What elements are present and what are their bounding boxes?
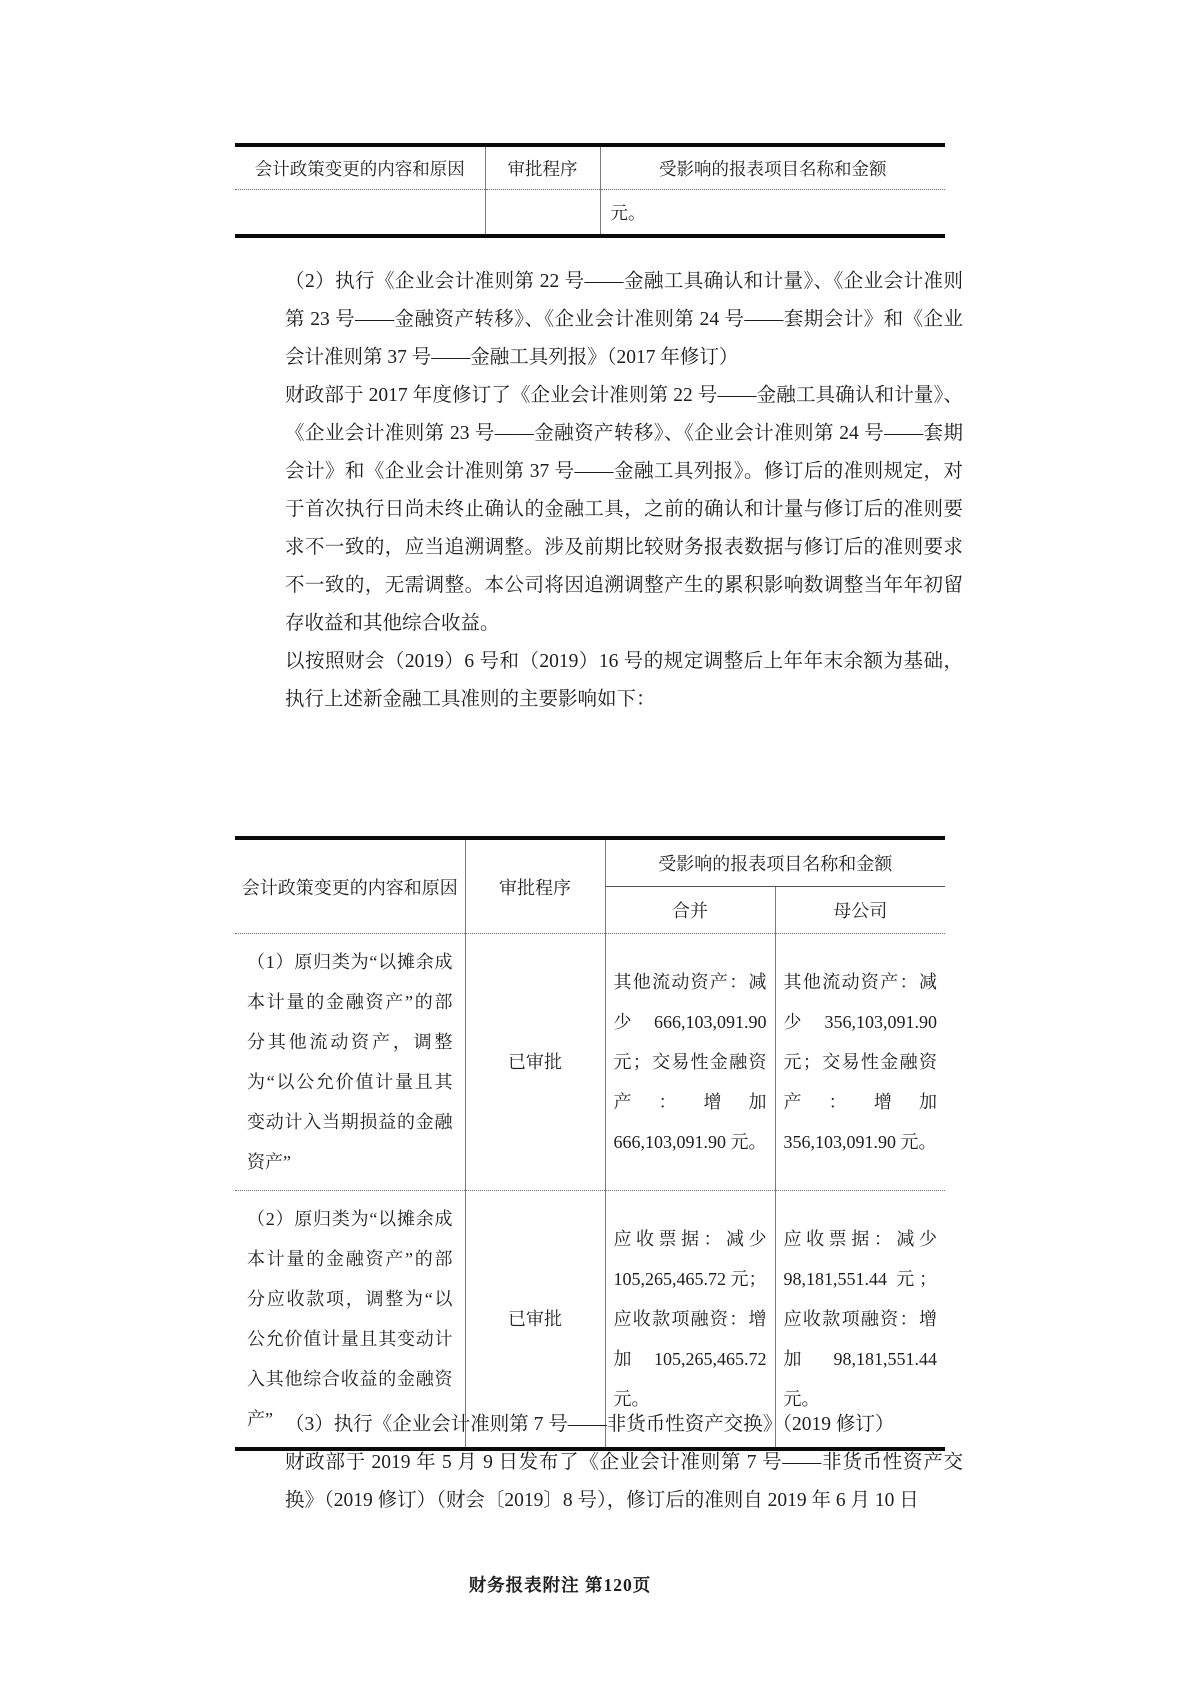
row2-content: （2）原归类为“以摊余成本计量的金融资产”的部分应收款项，调整为“以公允价值计量且其变动计入其他综合收益的金融资产” xyxy=(247,1209,453,1429)
top-header-content-reason: 会计政策变更的内容和原因 xyxy=(254,158,465,179)
policy-change-table-fragment xyxy=(235,143,945,238)
row1-content: （1）原归类为“以摊余成本计量的金融资产”的部分其他流动资产，调整为“以公允价值计量且其变动计入当期损益的金融资产” xyxy=(247,952,453,1172)
policy-change-impact-table xyxy=(235,836,945,1451)
page-footer: 财务报表附注 第120页 xyxy=(468,1575,652,1595)
row1-approval: 已审批 xyxy=(465,934,605,1191)
row2-approval: 已审批 xyxy=(465,1191,605,1450)
main-header-approval: 审批程序 xyxy=(465,838,605,934)
top-cell-empty-2 xyxy=(485,190,600,237)
main-subheader-consolidated: 合并 xyxy=(605,887,775,934)
top-header-approval: 审批程序 xyxy=(485,145,600,190)
closing-paragraphs xyxy=(285,1406,963,1520)
main-header-content-reason: 会计政策变更的内容和原因 xyxy=(235,838,465,934)
top-header-affected: 受影响的报表项目名称和金额 xyxy=(600,145,945,190)
intro-paragraphs xyxy=(285,263,963,719)
top-cell-empty-1 xyxy=(235,190,485,237)
main-header-affected-span: 受影响的报表项目名称和金额 xyxy=(605,838,945,887)
top-cell-affected-tail: 元。 xyxy=(600,190,945,237)
row1-consolidated: 其他流动资产：减少 666,103,091.90 元；交易性金融资产：增加 666,103,091.90 元。 xyxy=(605,934,775,1191)
row2-consolidated: 应收票据：减少 105,265,465.72 元；应收款项融资：增加 105,265,465.72 元。 xyxy=(605,1191,775,1450)
row1-parent: 其他流动资产：减少 356,103,091.90 元；交易性金融资产：增加 356,103,091.90 元。 xyxy=(775,934,945,1191)
paragraph-item3-title: （3）执行《企业会计准则第 7 号——非货币性资产交换》（2019 修订） xyxy=(285,1414,895,1435)
main-table xyxy=(235,836,945,1451)
paragraph-item3-body: 财政部于 2019 年 5 月 9 日发布了《企业会计准则第 7 号——非货币性资产交换》（2019 修订）（财会〔2019〕8 号），修订后的准则自 2019 年 6 月 10 日 xyxy=(285,1452,963,1511)
paragraph-standards-body: 财政部于 2017 年度修订了《企业会计准则第 22 号——金融工具确认和计量》、《企业会计准则第 23 号——金融资产转移》、《企业会计准则第 24 号——套期会计》和《企业会计准则第 37 号——金融工具列报》。修订后的准则规定，对于首次执行日尚未终止确认的金融工具，之前的确认和计量与修订后的准则要求不一致的，应当追溯调整。涉及前期比较财务报表数据与修订后的准则要求不一致的，无需调整。本公司将因追溯调整产生的累积影响数调整当年年初留存收益和其他综合收益。 xyxy=(285,385,963,634)
main-subheader-parent: 母公司 xyxy=(775,887,945,934)
row2-parent: 应收票据：减少 98,181,551.44 元；应收款项融资：增加 98,181,551.44 元。 xyxy=(775,1191,945,1450)
table-row xyxy=(235,934,945,1191)
paragraph-basis: 以按照财会（2019）6 号和（2019）16 号的规定调整后上年年末余额为基础，执行上述新金融工具准则的主要影响如下： xyxy=(285,651,963,710)
paragraph-standards-title: （2）执行《企业会计准则第 22 号——金融工具确认和计量》、《企业会计准则第 23 号——金融资产转移》、《企业会计准则第 24 号——套期会计》和《企业会计准则第 37 号——金融工具列报》（2017 年修订） xyxy=(285,271,963,368)
top-table-fragment xyxy=(235,143,945,238)
